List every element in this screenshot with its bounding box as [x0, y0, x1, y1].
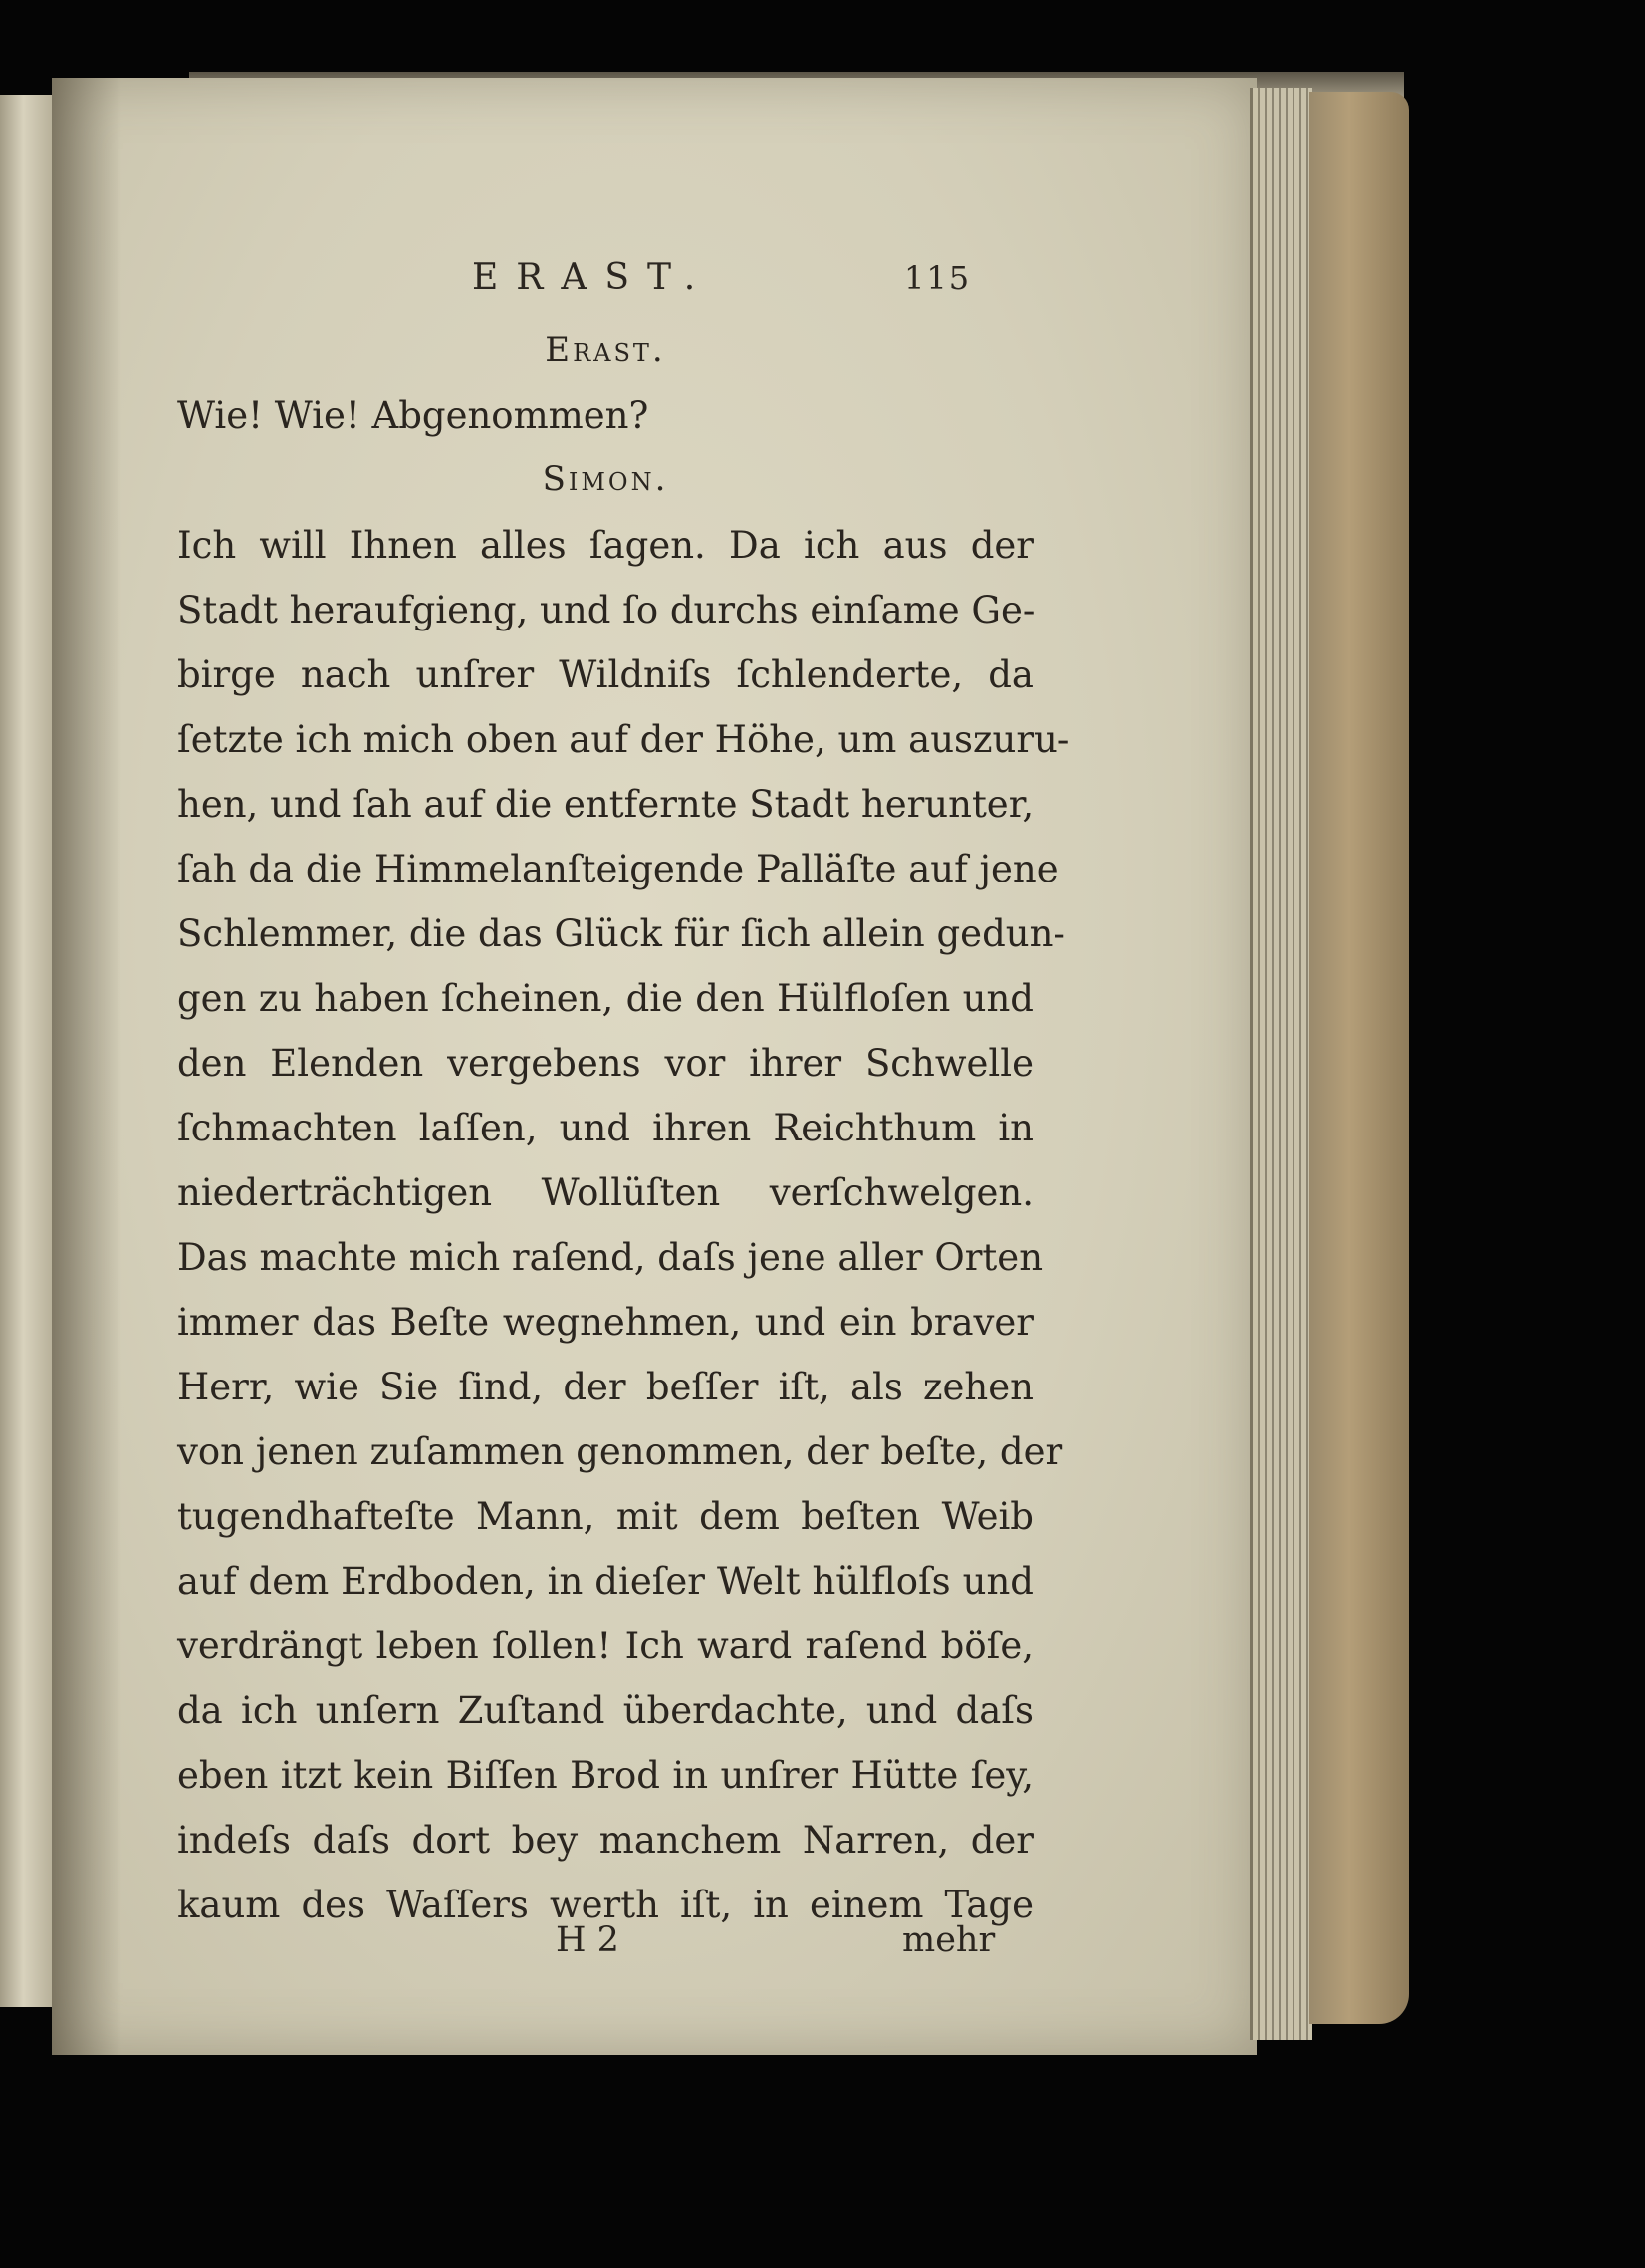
text-line: Das machte mich raſend, daſs jene aller Orten — [177, 1236, 1044, 1279]
text-line: verdrängt leben ſollen! Ich ward raſend böſe, — [177, 1625, 1034, 1667]
text-line: immer das Beſte wegnehmen, und ein braver — [177, 1301, 1034, 1344]
text-line: von jenen zuſammen genommen, der beſte, der — [177, 1430, 1063, 1473]
text-line: den Elenden vergebens vor ihrer Schwelle — [177, 1042, 1034, 1085]
catchword: mehr — [902, 1920, 996, 1960]
signature-mark: H 2 — [556, 1920, 619, 1960]
text-line: Stadt heraufgieng, und ſo durchs einſame Ge- — [177, 589, 1036, 631]
text-line: birge nach unſrer Wildniſs ſchlenderte, da — [177, 653, 1034, 696]
speaker-heading: Simon. — [542, 459, 669, 499]
text-line: ſah da die Himmelanſteigende Palläſte auf jene — [177, 848, 1058, 890]
facing-page-edge — [0, 95, 56, 2007]
text-block — [177, 319, 1070, 1937]
running-title: ERAST. — [472, 257, 714, 298]
text-line: eben itzt kein Biſſen Brod in unſrer Hütte ſey, — [177, 1754, 1034, 1797]
text-line: Wie! Wie! Abgenommen? — [177, 394, 649, 437]
speaker-heading: Erast. — [545, 330, 666, 370]
text-line: hen, und ſah auf die entfernte Stadt herunter, — [177, 783, 1035, 826]
text-line: ſchmachten laſſen, und ihren Reichthum in — [177, 1107, 1034, 1149]
text-line: tugendhafteſte Mann, mit dem beſten Weib — [177, 1495, 1034, 1538]
text-line: Ich will Ihnen alles ſagen. Da ich aus der — [177, 524, 1034, 567]
page-number: 115 — [904, 259, 972, 297]
text-line: Schlemmer, die das Glück für ſich allein gedun- — [177, 912, 1065, 955]
text-line: Herr, wie Sie ſind, der beſſer iſt, als zehen — [177, 1366, 1034, 1408]
text-line: indeſs daſs dort bey manchem Narren, der — [177, 1819, 1034, 1862]
text-line: auf dem Erdboden, in dieſer Welt hülfloſs und — [177, 1560, 1034, 1603]
book-fore-edge — [1309, 92, 1409, 2024]
page-gutter — [52, 78, 121, 2055]
text-line: da ich unſern Zuſtand überdachte, und daſs — [177, 1689, 1034, 1732]
text-line: kaum des Waſſers werth iſt, in einem Tage — [177, 1884, 1034, 1926]
text-line: niederträchtigen Wollüſten verſchwelgen. — [177, 1171, 1034, 1214]
page-stack-edge — [1250, 88, 1312, 2040]
text-line: ſetzte ich mich oben auf der Höhe, um auszuru- — [177, 718, 1070, 761]
text-line: gen zu haben ſcheinen, die den Hülfloſen und — [177, 977, 1034, 1020]
